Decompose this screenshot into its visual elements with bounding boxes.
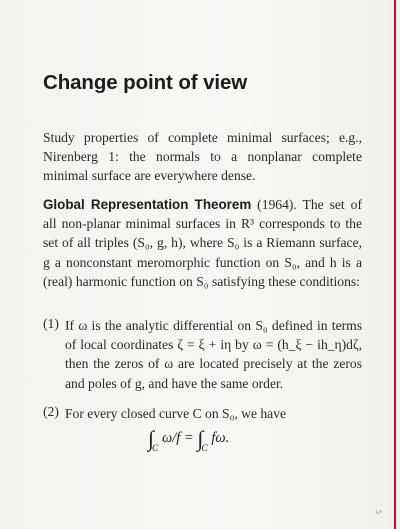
theorem-year: (1964). [251, 197, 297, 212]
theorem-text: The set of all non-planar minimal surfaces in R³ corresponds to the set of all triples (S₀, g, h), where S₀ is a Riemann surface, g a nonconstant meromorphic function on S₀, and h is a (real) harmonic function on S₀ satisfying these conditions: [43, 197, 362, 289]
integral-sign: ∫ [148, 426, 155, 451]
list-item-number: (2) [43, 404, 59, 419]
list-item-number: (1) [43, 316, 59, 331]
list-item-text: For every closed curve C on S₀, we have [65, 406, 287, 421]
equation-rhs: fω. [211, 430, 230, 446]
page-number: 5 [374, 510, 383, 514]
page-edge-line [394, 0, 396, 529]
display-equation [148, 426, 229, 454]
page-title: Change point of view [43, 71, 248, 94]
integral-subscript: C [201, 444, 208, 454]
theorem-paragraph [43, 195, 362, 291]
list-item-text: If ω is the analytic differential on S₀ defined in terms of local coordinates ζ = ξ + iη by ω = (h_ξ − ih_η)dζ, then the zeros of ω are located precisely at the zeros and poles of g, and have the same order. [65, 318, 362, 391]
integral-sign: ∫ [197, 426, 204, 451]
theorem-name: Global Representation Theorem [43, 197, 252, 212]
integral-subscript: C [152, 444, 159, 454]
intro-paragraph: Study properties of complete minimal surfaces; e.g., Nirenberg 1: the normals to a nonplanar complete minimal surface are everywhere dense. [43, 130, 362, 184]
equation-lhs: ω/f = [162, 430, 194, 446]
